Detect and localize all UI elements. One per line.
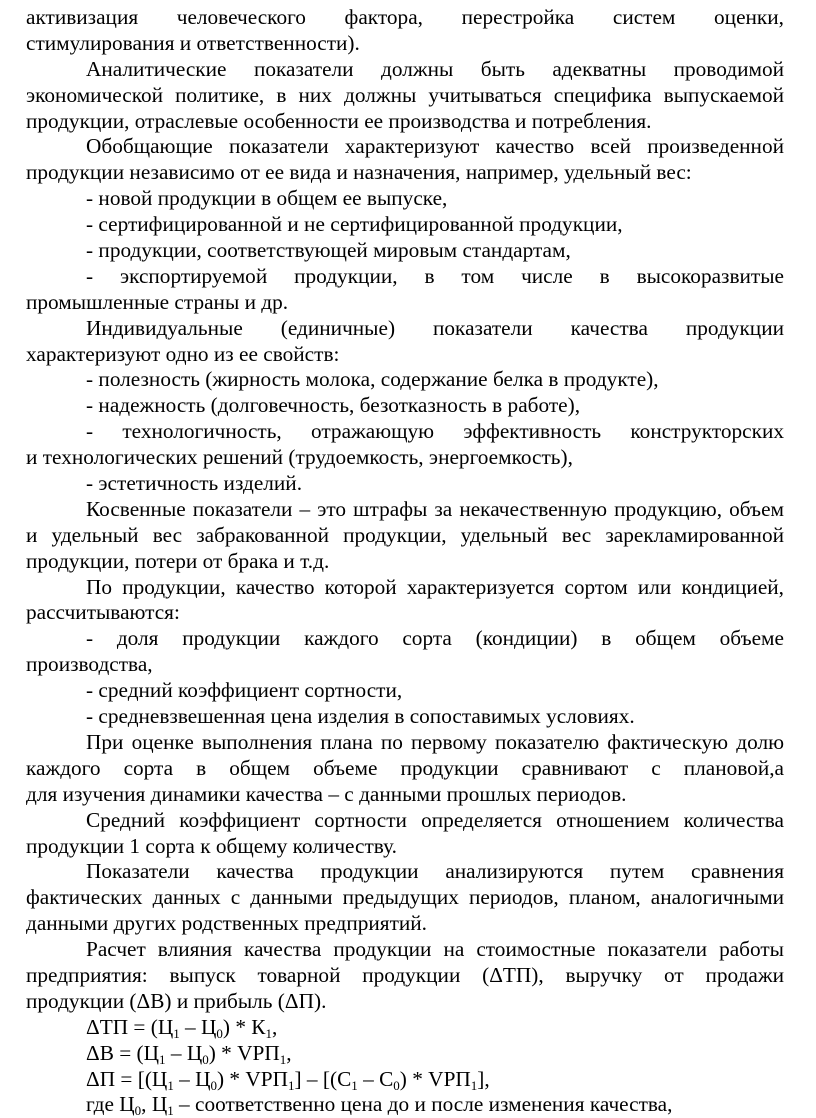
paragraph-start: По продукции, качество которой характеризуется сортом или кондицией, <box>86 574 784 599</box>
formula-delta-tp: $\Delta ТП = (Ц_1 - Ц_0) * К_1$, <box>86 1014 278 1041</box>
list-item: - полезность (жирность молока, содержание белка в продукте), <box>86 367 659 392</box>
paragraph-start: Аналитические показатели должны быть адекватны проводимой <box>86 56 784 81</box>
list-item: - средний коэффициент сортности, <box>86 678 403 703</box>
paragraph-start: Показатели качества продукции анализируются путем сравнения <box>86 859 784 884</box>
text-line: продукции независимо от ее вида и назначения, например, удельный вес: <box>26 160 692 185</box>
list-item: - экспортируемой продукции, в том числе в высокоразвитые <box>86 263 784 288</box>
text-line: данными других родственных предприятий. <box>26 911 428 936</box>
paragraph-start: При оценке выполнения плана по первому показателю фактическую долю <box>86 729 784 754</box>
formula-delta-p: $\Delta П = [(Ц_1 - Ц_0) * VРП_1] - [(С_1 - С_0) * VРП_1]$, <box>86 1066 490 1093</box>
list-item: - сертифицированной и не сертифицированной продукции, <box>86 212 623 237</box>
text-line: предприятия: выпуск товарной продукции (ΔТП), выручку от продажи <box>26 962 784 987</box>
list-item: - технологичность, отражающую эффективность конструкторских <box>86 419 784 444</box>
text-line: для изучения динамики качества – с данными прошлых периодов. <box>26 781 627 806</box>
paragraph-start: Индивидуальные (единичные) показатели качества продукции <box>86 315 784 340</box>
paragraph-start: Обобщающие показатели характеризуют качество всей произведенной <box>86 134 784 159</box>
text-line: и удельный вес забракованной продукции, удельный вес зарекламированной <box>26 522 784 547</box>
list-item: - продукции, соответствующей мировым стандартам, <box>86 238 571 263</box>
text-line: характеризуют одно из ее свойств: <box>26 341 340 366</box>
paragraph-start: Средний коэффициент сортности определяется отношением количества <box>86 807 784 832</box>
formula-legend: где $Ц_0$, $Ц_1$ – соответственно цена до и после изменения качества, <box>86 1092 673 1118</box>
text-line: производства, <box>26 652 153 677</box>
text-line: продукции, потери от брака и т.д. <box>26 548 330 573</box>
list-item: - надежность (долговечность, безотказность в работе), <box>86 393 581 418</box>
text-line: стимулирования и ответственности). <box>26 30 360 55</box>
list-item: - новой продукции в общем ее выпуске, <box>86 186 448 211</box>
formula-delta-v: $\Delta В = (Ц_1 - Ц_0) * VРП_1$, <box>86 1040 292 1067</box>
list-item: - эстетичность изделий. <box>86 471 303 496</box>
paragraph-start: Косвенные показатели – это штрафы за некачественную продукцию, объем <box>86 496 784 521</box>
text-line: каждого сорта в общем объеме продукции сравнивают с плановой,а <box>26 755 784 780</box>
text-line: фактических данных с данными предыдущих периодов, планом, аналогичными <box>26 885 784 910</box>
text-line: продукции, отраслевые особенности ее производства и потребления. <box>26 108 652 133</box>
document-page <box>26 0 784 1118</box>
list-item: - средневзвешенная цена изделия в сопоставимых условиях. <box>86 704 635 729</box>
text-line: экономической политике, в них должны учитываться специфика выпускаемой <box>26 82 784 107</box>
text-line: активизация человеческого фактора, перестройка систем оценки, <box>26 5 784 29</box>
paragraph-start: Расчет влияния качества продукции на стоимостные показатели работы <box>86 937 784 962</box>
text-line: промышленные страны и др. <box>26 289 289 314</box>
list-item: - доля продукции каждого сорта (кондиции) в общем объеме <box>86 626 784 651</box>
text-line: и технологических решений (трудоемкость, энергоемкость), <box>26 445 573 470</box>
text-line: рассчитываются: <box>26 600 180 625</box>
text-line: продукции 1 сорта к общему количеству. <box>26 833 397 858</box>
text-line: продукции (ΔВ) и прибыль (ΔП). <box>26 988 327 1013</box>
